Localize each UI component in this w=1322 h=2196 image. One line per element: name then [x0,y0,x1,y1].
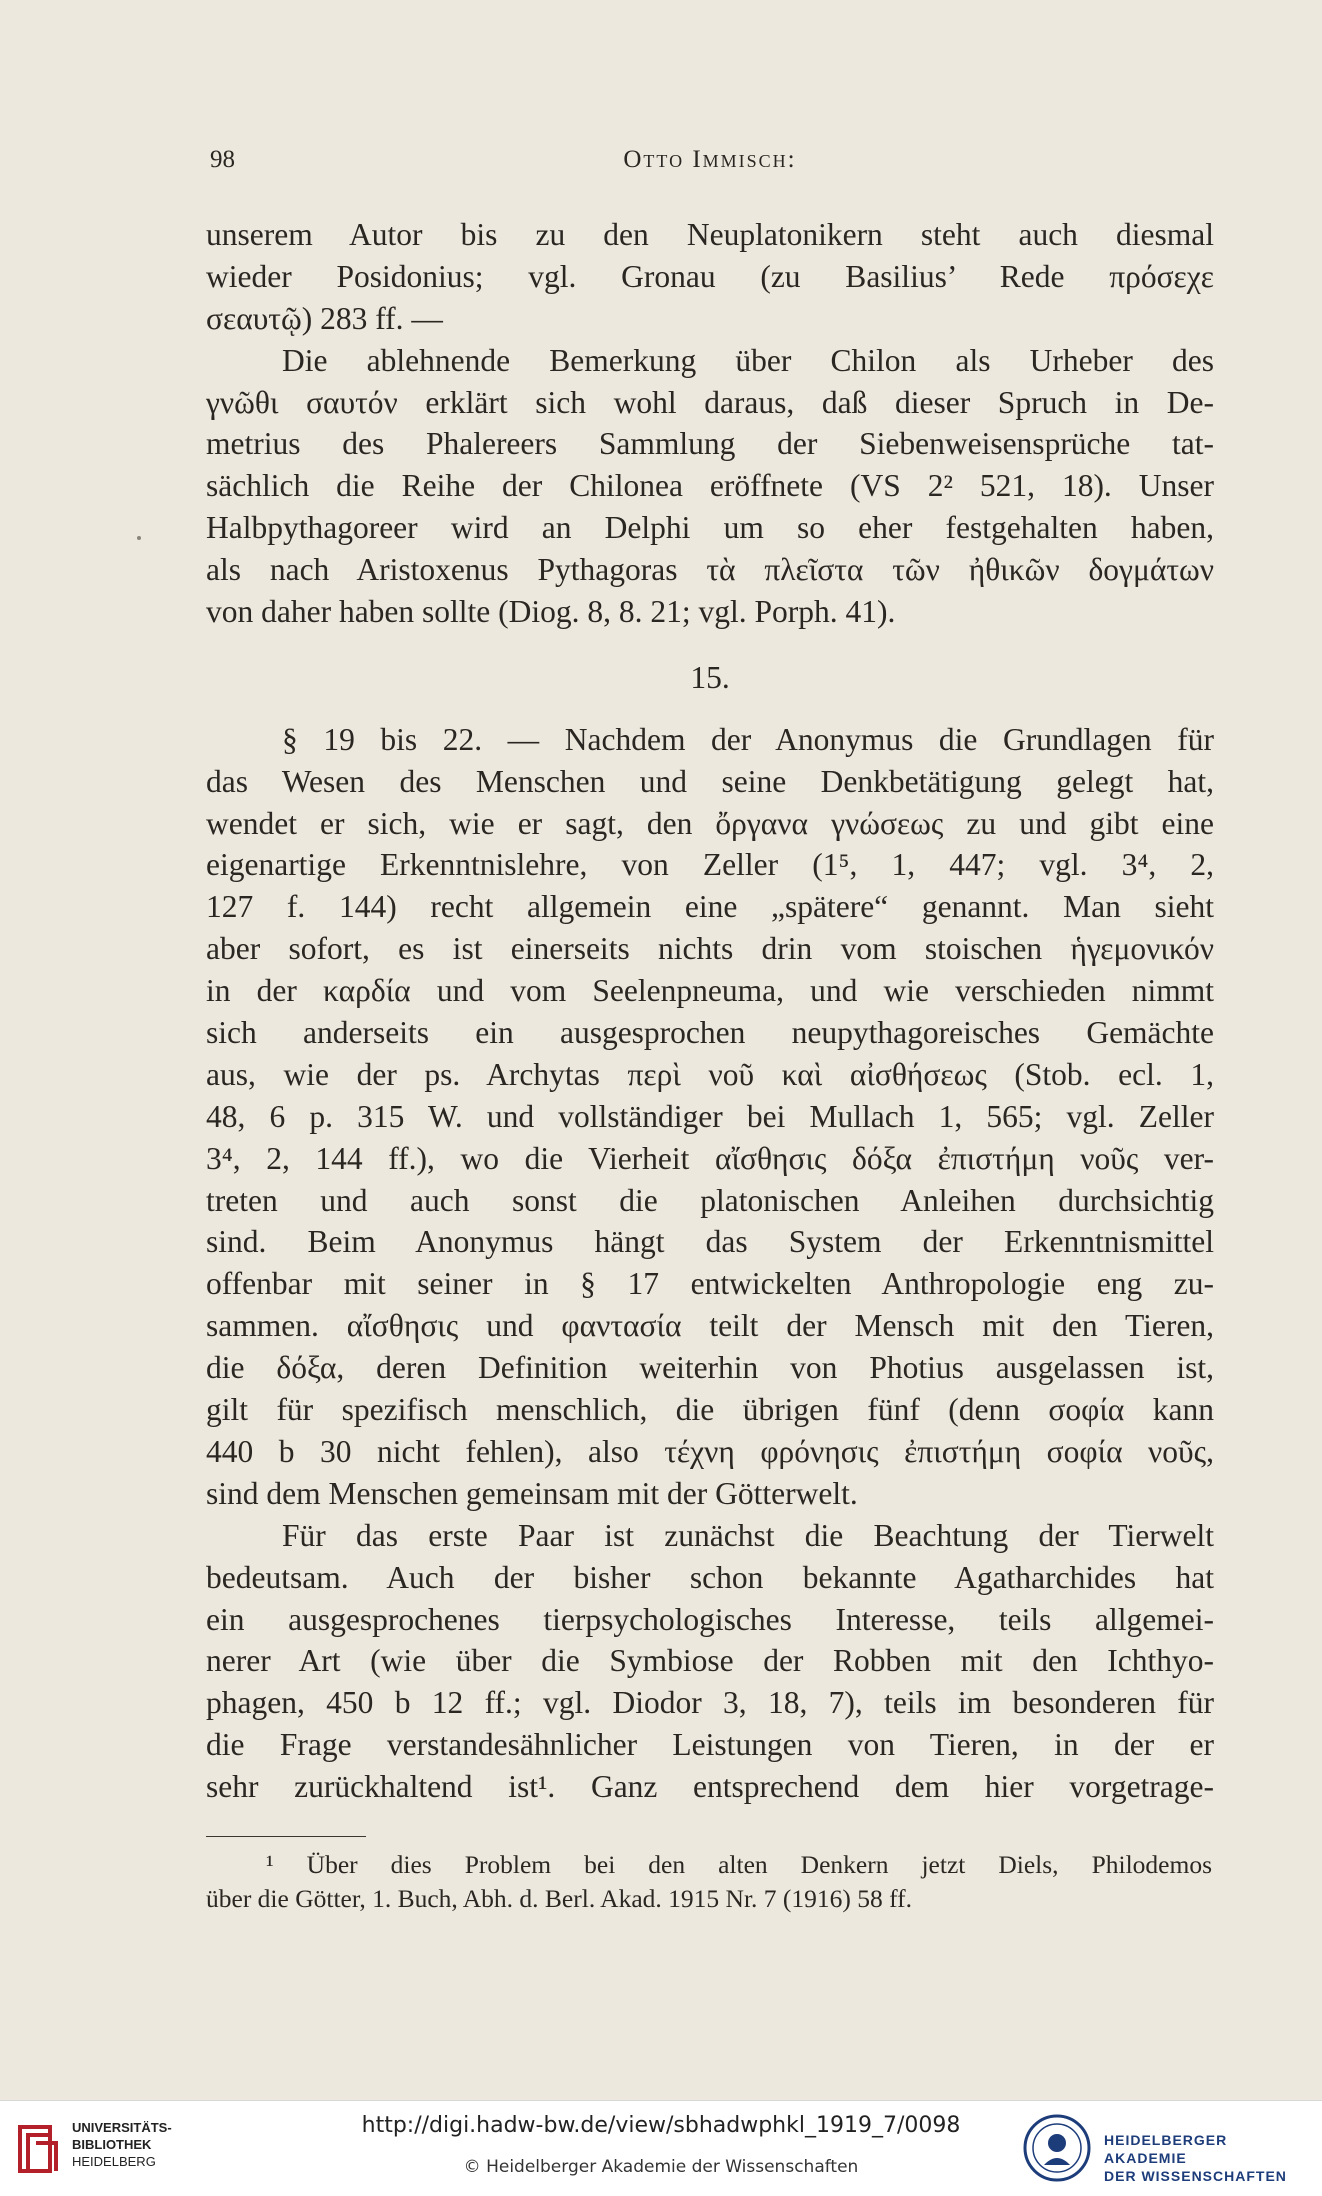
text-line: gilt für spezifisch menschlich, die übrigen fünf (denn σοφία kann [206,1392,1214,1428]
text-line: sammen. αἴσθησις und φαντασία teilt der Mensch mit den Tieren, [206,1308,1214,1344]
academy-logo-line: DER WISSENSCHAFTEN [1104,2168,1287,2184]
text-line: eigenartige Erkenntnislehre, von Zeller (1⁵, 1, 447; vgl. 3⁴, 2, [206,847,1214,883]
running-title: Otto Immisch: [623,146,797,173]
text-line: § 19 bis 22. — Nachdem der Anonymus die Grundlagen für [282,721,1214,757]
text-line: unserem Autor bis zu den Neuplatonikern steht auch diesmal [206,217,1214,252]
text-line: metrius des Phalereers Sammlung der Siebenweisensprüche tat- [206,426,1214,462]
text-line: in der καρδία und vom Seelenpneuma, und wie verschieden nimmt [206,973,1214,1009]
text-line: sind. Beim Anonymus hängt das System der Erkenntnismittel [206,1224,1214,1260]
text-line: Halbpythagoreer wird an Delphi um so eher festgehalten haben, [206,510,1214,546]
text-line: sehr zurückhaltend ist¹. Ganz entsprechend dem hier vorgetrage- [206,1769,1214,1805]
library-logo-line: HEIDELBERG [72,2154,156,2169]
text-line: 127 f. 144) recht allgemein eine „spätere“ genannt. Man sieht [206,889,1214,925]
text-line: 48, 6 p. 315 W. und vollständiger bei Mullach 1, 565; vgl. Zeller [206,1098,1214,1134]
library-logo-line: BIBLIOTHEK [72,2137,152,2152]
text-line: offenbar mit seiner in § 17 entwickelten Anthropologie eng zu- [206,1266,1214,1302]
text-line: sind dem Menschen gemeinsam mit der Götterwelt. [206,1475,858,1511]
footnote-line: über die Götter, 1. Buch, Abh. d. Berl. Akad. 1915 Nr. 7 (1916) 58 ff. [206,1884,913,1913]
footnote-divider [206,1836,366,1837]
text-line: wendet er sich, wie er sagt, den ὄργανα γνώσεως zu und gibt eine [206,805,1214,841]
document-url-link[interactable]: http://digi.hadw-bw.de/view/sbhadwphkl_1919_7/0098 [361,2113,961,2138]
viewer-footer [0,2100,1322,2196]
academy-seal-icon [1022,2113,1092,2183]
text-line: bedeutsam. Auch der bisher schon bekannte Agatharchides hat [206,1559,1214,1595]
text-line: von daher haben sollte (Diog. 8, 8. 21; vgl. Porph. 41). [206,594,896,630]
text-line: sich anderseits ein ausgesprochen neupythagoreisches Gemächte [206,1015,1214,1051]
footnote-line: ¹ Über dies Problem bei den alten Denkern jetzt Diels, Philodemos [266,1850,1212,1879]
footnote [206,1848,1212,1916]
text-line: phagen, 450 b 12 ff.; vgl. Diodor 3, 18, 7), teils im besonderen für [206,1685,1214,1721]
text-line: Für das erste Paar ist zunächst die Beachtung der Tierwelt [282,1517,1214,1553]
text-line: 3⁴, 2, 144 ff.), wo die Vierheit αἴσθησις δόξα ἐπιστήμη νοῦς ver- [206,1140,1214,1176]
page-header [210,146,1210,186]
text-line: Die ablehnende Bemerkung über Chilon als Urheber des [282,342,1214,378]
text-line: γνῶθι σαυτόν erklärt sich wohl daraus, daß dieser Spruch in De- [206,384,1214,420]
page-number: 98 [210,146,235,173]
text-line: wieder Posidonius; vgl. Gronau (zu Basilius’ Rede πρόσεχε [206,258,1214,294]
academy-logo-line: HEIDELBERGER AKADEMIE [1104,2132,1228,2166]
copyright-notice: © Heidelberger Akademie der Wissenschaften [463,2157,859,2177]
text-line: ein ausgesprochenes tierpsychologisches Interesse, teils allgemei- [206,1601,1214,1637]
text-line: 440 b 30 nicht fehlen), also τέχνη φρόνησις ἐπιστήμη σοφία νοῦς, [206,1433,1214,1469]
margin-mark [137,536,141,540]
library-logo-line: UNIVERSITÄTS- [72,2120,172,2135]
text-line: aber sofort, es ist einerseits nichts drin vom stoischen ἡγεμονικόν [206,931,1214,967]
text-line: sächlich die Reihe der Chilonea eröffnete (VS 2² 521, 18). Unser [206,468,1214,504]
text-line: als nach Aristoxenus Pythagoras τὰ πλεῖστα τῶν ἠθικῶν δογμάτων [206,552,1214,588]
body-text [206,214,1214,1808]
text-line: aus, wie der ps. Archytas περὶ νοῦ καὶ αἰσθήσεως (Stob. ecl. 1, [206,1056,1214,1092]
academy-logo[interactable] [1022,2111,1312,2187]
section-heading: 15. [690,659,730,695]
text-line: die Frage verstandesähnlicher Leistungen von Tieren, in der er [206,1727,1214,1763]
text-line: die δόξα, deren Definition weiterhin von Photius ausgelassen ist, [206,1350,1214,1386]
text-line: das Wesen des Menschen und seine Denkbetätigung gelegt hat, [206,763,1214,799]
text-line: σεαυτῷ) 283 ff. — [206,300,443,336]
text-line: nerer Art (wie über die Symbiose der Robben mit den Ichthyo- [206,1643,1214,1679]
text-line: treten und auch sonst die platonischen Anleihen durchsichtig [206,1182,1214,1218]
